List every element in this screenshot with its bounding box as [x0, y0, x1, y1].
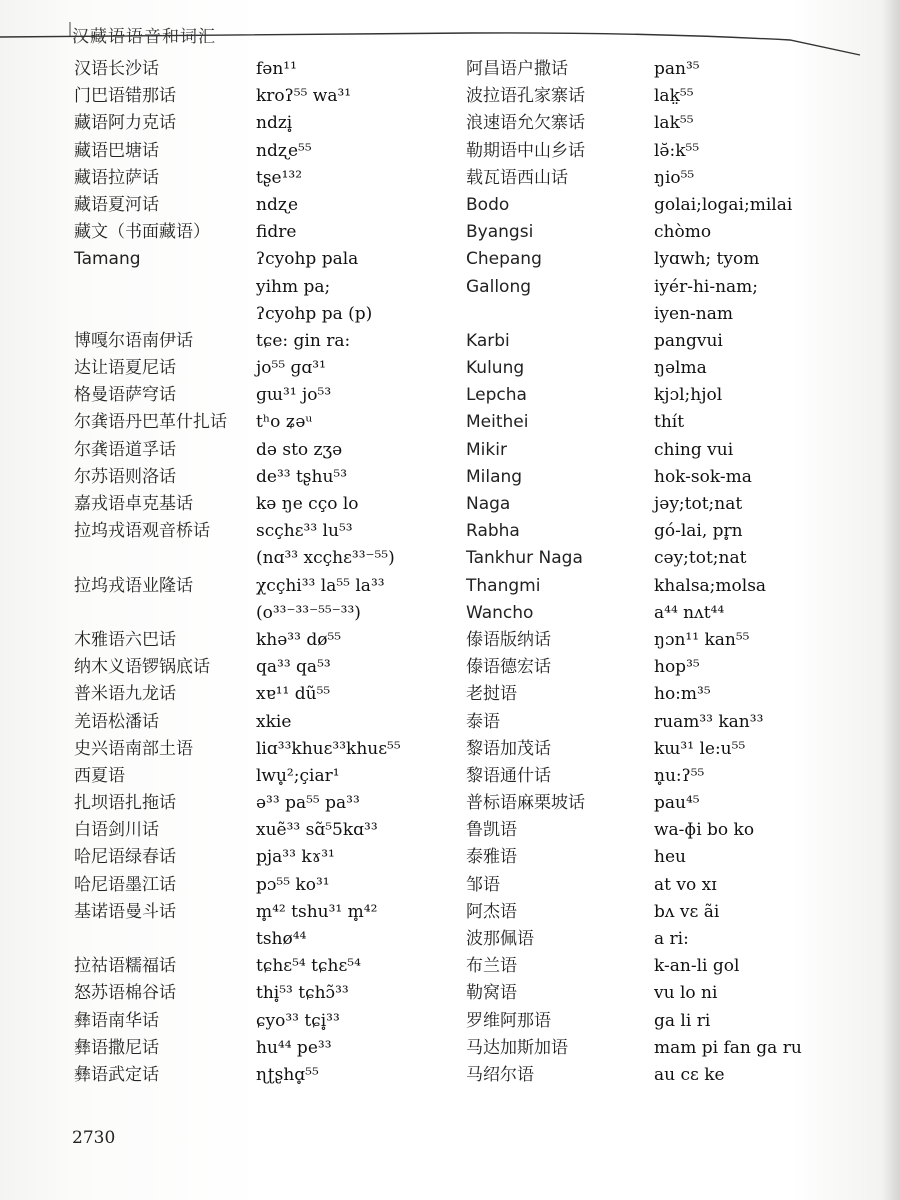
language-name: Mikir: [466, 439, 507, 460]
word-form: qa³³ qa⁵³: [256, 657, 331, 678]
language-name: 普标语麻栗坡话: [466, 793, 585, 814]
language-name: 哈尼语墨江话: [74, 874, 176, 895]
word-form: khalsa;molsa: [654, 575, 767, 596]
word-form: jo⁵⁵ ɡɑ³¹: [256, 358, 326, 379]
word-form: a ri:: [654, 929, 689, 949]
language-name: Rabha: [466, 521, 520, 542]
word-form: thi̥⁵³ tɕhɔ̃³³: [256, 983, 349, 1004]
language-name: 博嘎尔语南伊话: [74, 330, 193, 351]
word-form: heu: [654, 847, 686, 868]
language-name: Karbi: [466, 330, 510, 351]
language-name: Byangsi: [466, 222, 534, 243]
page-number: 2730: [72, 1128, 116, 1148]
word-form: liɑ³³khuɛ³³khuɛ⁵⁵: [256, 738, 401, 759]
language-name: 泰雅语: [466, 847, 517, 868]
word-form: yihm pa;: [256, 276, 331, 297]
language-name: 哈尼语绿春话: [74, 847, 176, 868]
word-form: ʔcyohp pala: [256, 249, 359, 270]
word-form: scçhɛ³³ lu⁵³: [256, 521, 353, 542]
word-form: xkie: [256, 711, 292, 732]
language-name: Bodo: [466, 194, 510, 215]
language-name: 浪速语允欠寨话: [466, 113, 585, 134]
word-form: ndʐe⁵⁵: [256, 140, 312, 161]
language-name: 彝语撒尼话: [74, 1037, 159, 1058]
language-name: 载瓦语西山话: [466, 167, 568, 188]
language-name: Thangmi: [466, 575, 541, 596]
word-form: kroʔ⁵⁵ wa³¹: [256, 86, 352, 107]
language-name: 鲁凯语: [466, 820, 517, 841]
word-form: tʂe¹³²: [256, 167, 303, 188]
word-form: ŋəlma: [654, 358, 707, 379]
language-name: 西夏语: [74, 765, 125, 786]
language-name: Lepcha: [466, 385, 527, 406]
word-form: pangvui: [654, 330, 723, 351]
word-form: hok-sok-ma: [654, 466, 752, 487]
language-name: Chepang: [466, 249, 542, 270]
word-form: pja³³ kɤ³¹: [256, 847, 335, 868]
language-name: 扎坝语扎拖话: [74, 793, 176, 814]
word-form: bʌ vɛ ãi: [654, 901, 720, 922]
word-form: iyen-nam: [654, 303, 733, 324]
word-form: fidre: [256, 222, 297, 243]
word-form: iyér-hi-nam;: [654, 276, 759, 297]
word-form: tʰo ʑəᵘ: [256, 412, 313, 433]
word-form: ŋɔn¹¹ kan⁵⁵: [654, 629, 750, 650]
word-form: jəy;tot;nat: [654, 494, 743, 514]
language-name: 拉坞戎语观音桥话: [74, 521, 210, 542]
language-name: 傣语德宏话: [466, 657, 551, 678]
language-name: Tamang: [74, 249, 141, 270]
language-name: 布兰语: [466, 956, 517, 977]
word-form: kjɔl;hjol: [654, 385, 723, 406]
language-name: 尔龚语丹巴革什扎话: [74, 412, 227, 433]
word-form: fən¹¹: [256, 59, 297, 79]
language-name: 尔龚语道孚话: [74, 439, 176, 460]
word-form: ɳʈʂhɑ̥⁵⁵: [256, 1064, 319, 1085]
word-form: lwu̥²;çiar¹: [256, 765, 340, 786]
language-name: 老挝语: [466, 684, 517, 705]
word-form: xɐ¹¹ dũ⁵⁵: [256, 684, 331, 705]
language-name: 勒窝语: [466, 983, 517, 1004]
word-form: golai;logai;milai: [654, 194, 793, 215]
language-name: 马绍尔语: [466, 1064, 534, 1085]
word-form: hu⁴⁴ pe³³: [256, 1037, 332, 1058]
word-form: cəy;tot;nat: [654, 548, 747, 569]
language-name: 勒期语中山乡话: [466, 140, 585, 161]
language-name: 黎语通什话: [466, 765, 551, 786]
word-form: (o³³⁻³³⁻⁵⁵⁻³³): [256, 602, 361, 623]
word-form: kə ŋe cço lo: [256, 494, 359, 514]
language-name: 傣语版纳话: [466, 629, 551, 650]
language-name: 阿杰语: [466, 901, 517, 922]
word-form: pau⁴⁵: [654, 793, 700, 814]
word-form: au cɛ ke: [654, 1064, 725, 1085]
language-name: 格曼语萨穹话: [74, 385, 176, 406]
language-name: 藏语拉萨话: [74, 167, 159, 188]
word-form: χcçhi³³ la⁵⁵ la³³: [256, 575, 385, 596]
word-form: də sto zʒə: [256, 439, 343, 460]
word-form: lak⁵⁵: [654, 113, 694, 134]
word-form: at vo xɪ: [654, 874, 717, 895]
language-name: 藏语巴塘话: [74, 140, 159, 161]
word-form: vu lo ni: [654, 983, 718, 1004]
language-name: Meithei: [466, 412, 529, 433]
language-name: 黎语加茂话: [466, 738, 551, 759]
word-form: kɯ³¹ le:u⁵⁵: [654, 738, 746, 759]
language-name: 尔苏语则洛话: [74, 466, 176, 487]
word-form: n̥u:ʔ⁵⁵: [654, 765, 705, 786]
word-form: hop³⁵: [654, 657, 700, 678]
word-form: ʔcyohp pa (p): [256, 303, 373, 324]
word-form: ɡɯ³¹ jo⁵³: [256, 385, 332, 406]
language-name: 拉坞戎语业隆话: [74, 575, 193, 596]
language-name: 纳木义语锣锅底话: [74, 657, 210, 678]
word-form: tshø⁴⁴: [256, 929, 307, 949]
language-name: Gallong: [466, 276, 532, 297]
word-form: (nɑ³³ xcçhɛ³³⁻⁵⁵): [256, 548, 395, 569]
word-form: ga li ri: [654, 1010, 711, 1031]
language-name: 藏语阿力克话: [74, 113, 176, 134]
word-form: wa-ɸi bo ko: [654, 820, 755, 841]
word-form: lak̤⁵⁵: [654, 86, 694, 107]
language-name: 门巴语错那话: [74, 86, 176, 107]
language-name: 马达加斯加语: [466, 1037, 568, 1058]
language-name: Kulung: [466, 358, 525, 379]
language-name: 木雅语六巴话: [74, 629, 176, 650]
word-form: ndzi̥: [256, 113, 293, 134]
language-name: Milang: [466, 466, 523, 487]
word-form: de³³ tʂhu⁵³: [256, 466, 348, 487]
word-form: lyɑwh; tyom: [654, 249, 760, 270]
word-form: ho:m³⁵: [654, 684, 711, 705]
language-name: Wancho: [466, 602, 534, 623]
language-name: 基诺语曼斗话: [74, 901, 176, 922]
word-form: xuẽ³³ sɑ̃⁵5kɑ³³: [256, 820, 378, 841]
language-name: 罗维阿那语: [466, 1010, 551, 1031]
word-form: gó-lai, pr̥n: [654, 521, 743, 542]
language-name: Tankhur Naga: [466, 548, 583, 569]
language-name: 嘉戎语卓克基话: [74, 494, 193, 514]
word-form: tɕhɛ⁵⁴ tɕhɛ⁵⁴: [256, 956, 361, 977]
language-name: 波那佩语: [466, 929, 534, 949]
language-name: 白语剑川话: [74, 820, 159, 841]
language-name: 藏语夏河话: [74, 194, 159, 215]
word-form: khə³³ dø⁵⁵: [256, 629, 342, 650]
language-name: 史兴语南部土语: [74, 738, 193, 759]
word-form: ruam³³ kan³³: [654, 711, 764, 732]
word-form: a⁴⁴ nʌt⁴⁴: [654, 602, 725, 623]
word-form: ching vui: [654, 439, 734, 460]
word-form: pɔ⁵⁵ ko³¹: [256, 874, 330, 895]
language-name: 汉语长沙话: [74, 59, 159, 79]
word-form: tɕe: gin ra:: [256, 330, 351, 351]
language-name: 泰语: [466, 711, 500, 732]
word-form: mam pi fan ga ru: [654, 1037, 802, 1058]
language-name: 普米语九龙话: [74, 684, 176, 705]
word-form: k-an-li gol: [654, 956, 740, 977]
word-form: ŋio⁵⁵: [654, 167, 695, 188]
language-name: 拉祜语糯福话: [74, 956, 176, 977]
language-name: 藏文（书面藏语）: [74, 222, 210, 243]
word-form: m̥⁴² tshu³¹ m̥⁴²: [256, 901, 378, 922]
word-form: ə³³ pa⁵⁵ pa³³: [256, 793, 360, 814]
word-form: lə̆:k⁵⁵: [654, 140, 700, 161]
word-form: ndʐe: [256, 194, 299, 215]
word-form: pan³⁵: [654, 59, 700, 79]
language-name: 羌语松潘话: [74, 711, 159, 732]
page-edge-shadow: [882, 0, 900, 1200]
word-form: chòmo: [654, 222, 712, 243]
running-head: 汉藏语语音和词汇: [72, 27, 216, 47]
language-name: 彝语南华话: [74, 1010, 159, 1031]
language-name: Naga: [466, 494, 511, 514]
language-name: 彝语武定话: [74, 1064, 159, 1085]
language-name: 阿昌语户撒话: [466, 59, 568, 79]
word-form: ɕyo³³ tɕi̥³³: [256, 1010, 340, 1031]
language-name: 邹语: [466, 874, 500, 895]
language-name: 达让语夏尼话: [74, 358, 176, 379]
language-name: 怒苏语棉谷话: [74, 983, 176, 1004]
language-name: 波拉语孔家寨话: [466, 86, 585, 107]
word-form: thít: [654, 412, 685, 433]
